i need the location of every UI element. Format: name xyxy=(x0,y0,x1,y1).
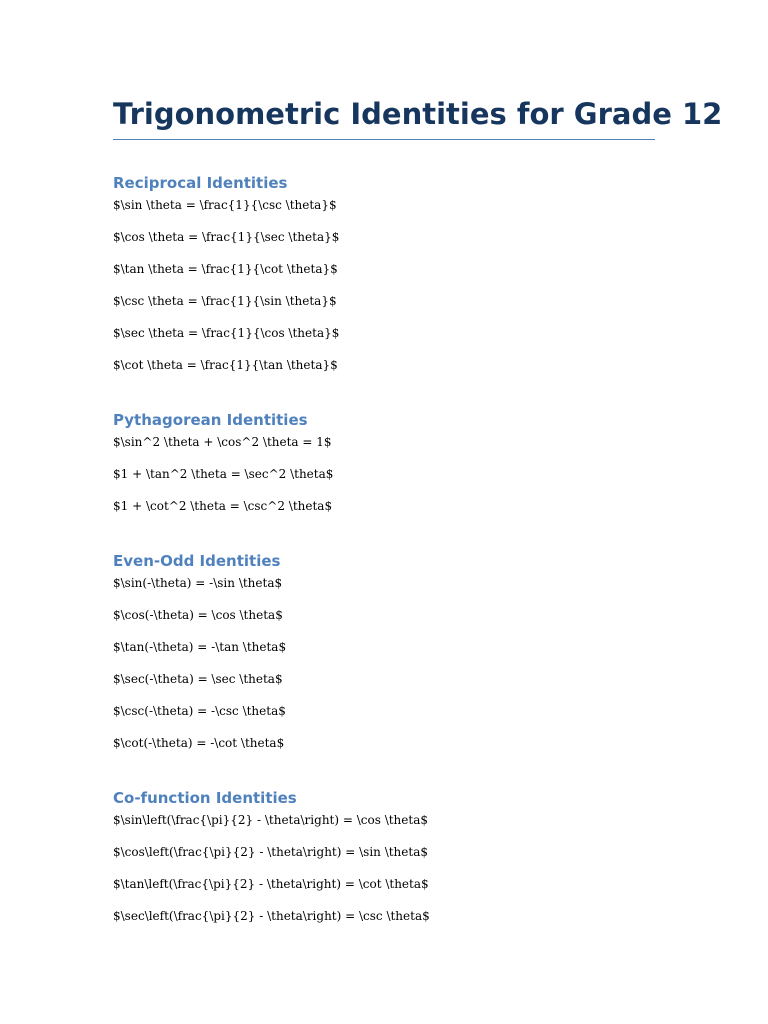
identity-line: $\sin(-\theta) = -\sin \theta$ xyxy=(113,576,283,590)
section-heading: Even-Odd Identities xyxy=(113,552,281,570)
section-reciprocal-identities xyxy=(113,173,655,373)
identity-line: $\sec \theta = \frac{1}{\cos \theta}$ xyxy=(113,326,340,340)
identity-line: $\cot(-\theta) = -\cot \theta$ xyxy=(113,736,285,750)
identity-line: $\sin \theta = \frac{1}{\csc \theta}$ xyxy=(113,198,337,212)
identity-line: $\sec(-\theta) = \sec \theta$ xyxy=(113,672,283,686)
identity-line: $\cos \theta = \frac{1}{\sec \theta}$ xyxy=(113,230,340,244)
identity-line: $\csc \theta = \frac{1}{\sin \theta}$ xyxy=(113,294,337,308)
section-heading: Reciprocal Identities xyxy=(113,174,288,192)
section-pythagorean-identities xyxy=(113,410,655,514)
section-co-function-identities xyxy=(113,788,655,924)
identity-line: $\cos\left(\frac{\pi}{2} - \theta\right) = \sin \theta$ xyxy=(113,845,428,859)
section-heading: Co-function Identities xyxy=(113,789,297,807)
document-title: Trigonometric Identities for Grade 12 xyxy=(113,96,655,140)
identity-line: $\tan(-\theta) = -\tan \theta$ xyxy=(113,640,287,654)
identity-line: $\sin^2 \theta + \cos^2 \theta = 1$ xyxy=(113,435,332,449)
section-heading: Pythagorean Identities xyxy=(113,411,308,429)
section-even-odd-identities xyxy=(113,551,655,751)
identity-line: $1 + \cot^2 \theta = \csc^2 \theta$ xyxy=(113,499,333,513)
identity-line: $\tan \theta = \frac{1}{\cot \theta}$ xyxy=(113,262,338,276)
identity-line: $\sec\left(\frac{\pi}{2} - \theta\right) = \csc \theta$ xyxy=(113,909,430,923)
identity-line: $\sin\left(\frac{\pi}{2} - \theta\right) = \cos \theta$ xyxy=(113,813,428,827)
identity-line: $\cos(-\theta) = \cos \theta$ xyxy=(113,608,283,622)
document-page xyxy=(113,96,723,924)
identity-line: $\cot \theta = \frac{1}{\tan \theta}$ xyxy=(113,358,338,372)
identity-line: $\tan\left(\frac{\pi}{2} - \theta\right) = \cot \theta$ xyxy=(113,877,429,891)
identity-line: $1 + \tan^2 \theta = \sec^2 \theta$ xyxy=(113,467,334,481)
identity-line: $\csc(-\theta) = -\csc \theta$ xyxy=(113,704,286,718)
